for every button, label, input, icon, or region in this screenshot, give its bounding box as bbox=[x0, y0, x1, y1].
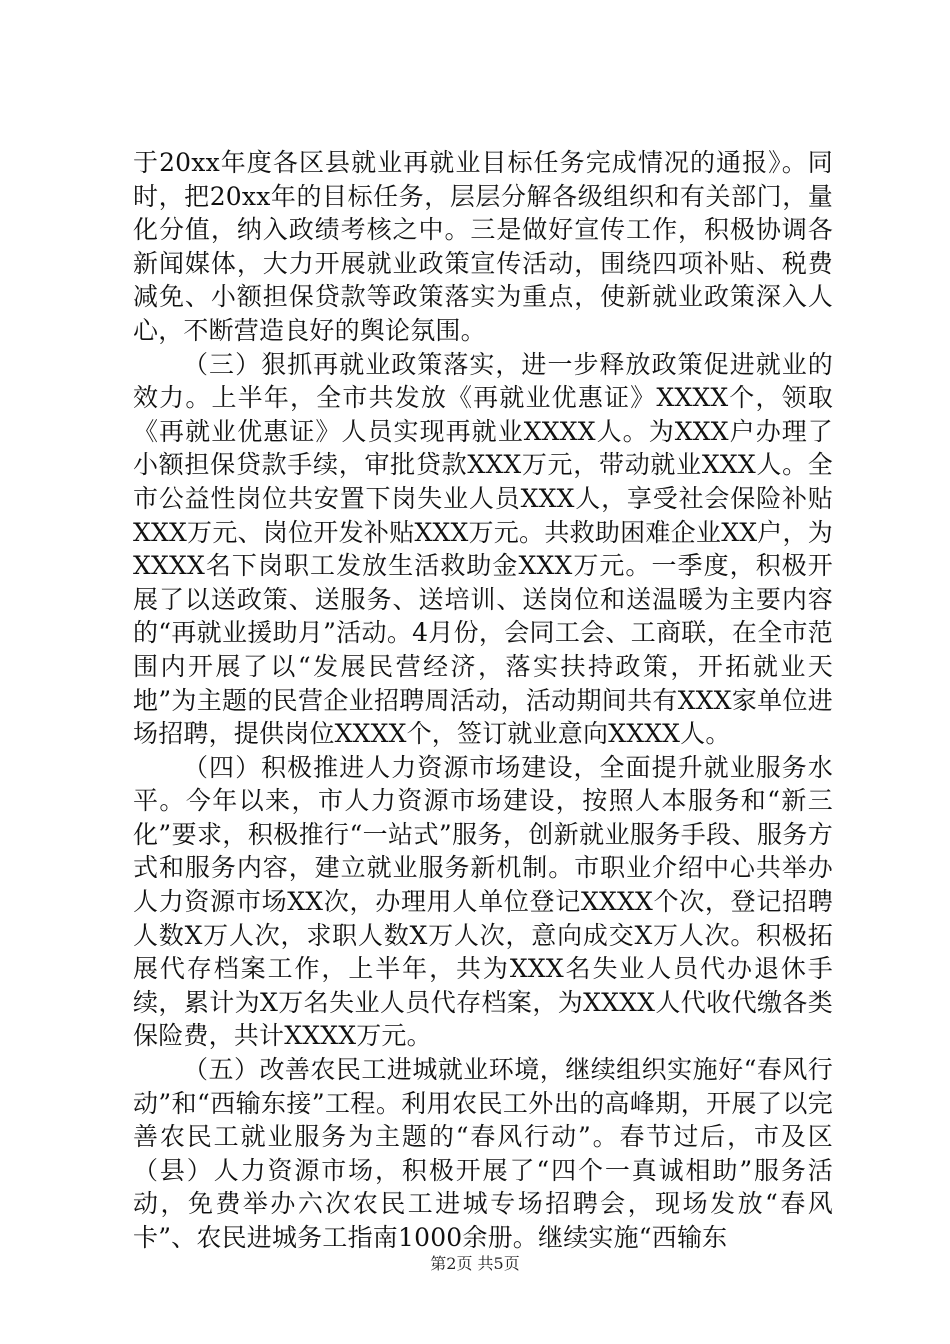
paragraph-1: 于20xx年度各区县就业再就业目标任务完成情况的通报》。同时，把20xx年的目标任务，层层分解各级组织和有关部门，量化分值，纳入政绩考核之中。三是做好宣传工作，积极协调各新闻媒体，大力开展就业政策宣传活动，围绕四项补贴、税费减免、小额担保贷款等政策落实为重点，使新就业政策深入人心，不断营造良好的舆论氛围。 bbox=[133, 148, 833, 345]
paragraph-section-4: （四）积极推进人力资源市场建设，全面提升就业服务水平。今年以来，市人力资源市场建设，按照人本服务和“新三化”要求，积极推行“一站式”服务，创新就业服务手段、服务方式和服务内容，建立就业服务新机制。市职业介绍中心共举办人力资源市场XX次，办理用人单位登记XXXX个次，登记招聘人数X万人次，求职人数X万人次，意向成交X万人次。积极拓展代存档案工作，上半年，共为XXX名失业人员代办退休手续，累计为X万名失业人员代存档案，为XXXX人代收代缴各类保险费，共计XXXX万元。 bbox=[133, 752, 833, 1051]
page-footer: 第2页 共5页 bbox=[430, 1254, 520, 1273]
document-body bbox=[133, 146, 833, 1255]
paragraph-section-3: （三）狠抓再就业政策落实，进一步释放政策促进就业的效力。上半年，全市共发放《再就业优惠证》XXXX个，领取《再就业优惠证》人员实现再就业XXXX人。为XXX户办理了小额担保贷款手续，审批贷款XXX万元，带动就业XXX人。全市公益性岗位共安置下岗失业人员XXX人，享受社会保险补贴XXX万元、岗位开发补贴XXX万元。共救助困难企业XX户，为XXXX名下岗职工发放生活救助金XXX万元。一季度，积极开展了以送政策、送服务、送培训、送岗位和送温暖为主要内容的“再就业援助月”活动。4月份，会同工会、工商联，在全市范围内开展了以“发展民营经济，落实扶持政策，开拓就业天地”为主题的民营企业招聘周活动，活动期间共有XXX家单位进场招聘，提供岗位XXXX个，签订就业意向XXXX人。 bbox=[133, 349, 833, 749]
paragraph-section-5: （五）改善农民工进城就业环境，继续组织实施好“春风行动”和“西输东接”工程。利用农民工外出的高峰期，开展了以完善农民工就业服务为主题的“春风行动”。春节过后，市及区（县）人力资源市场，积极开展了“四个一真诚相助”服务活动，免费举办六次农民工进城专场招聘会，现场发放“春风卡”、农民进城务工指南1000余册。继续实施“西输东 bbox=[133, 1055, 833, 1252]
